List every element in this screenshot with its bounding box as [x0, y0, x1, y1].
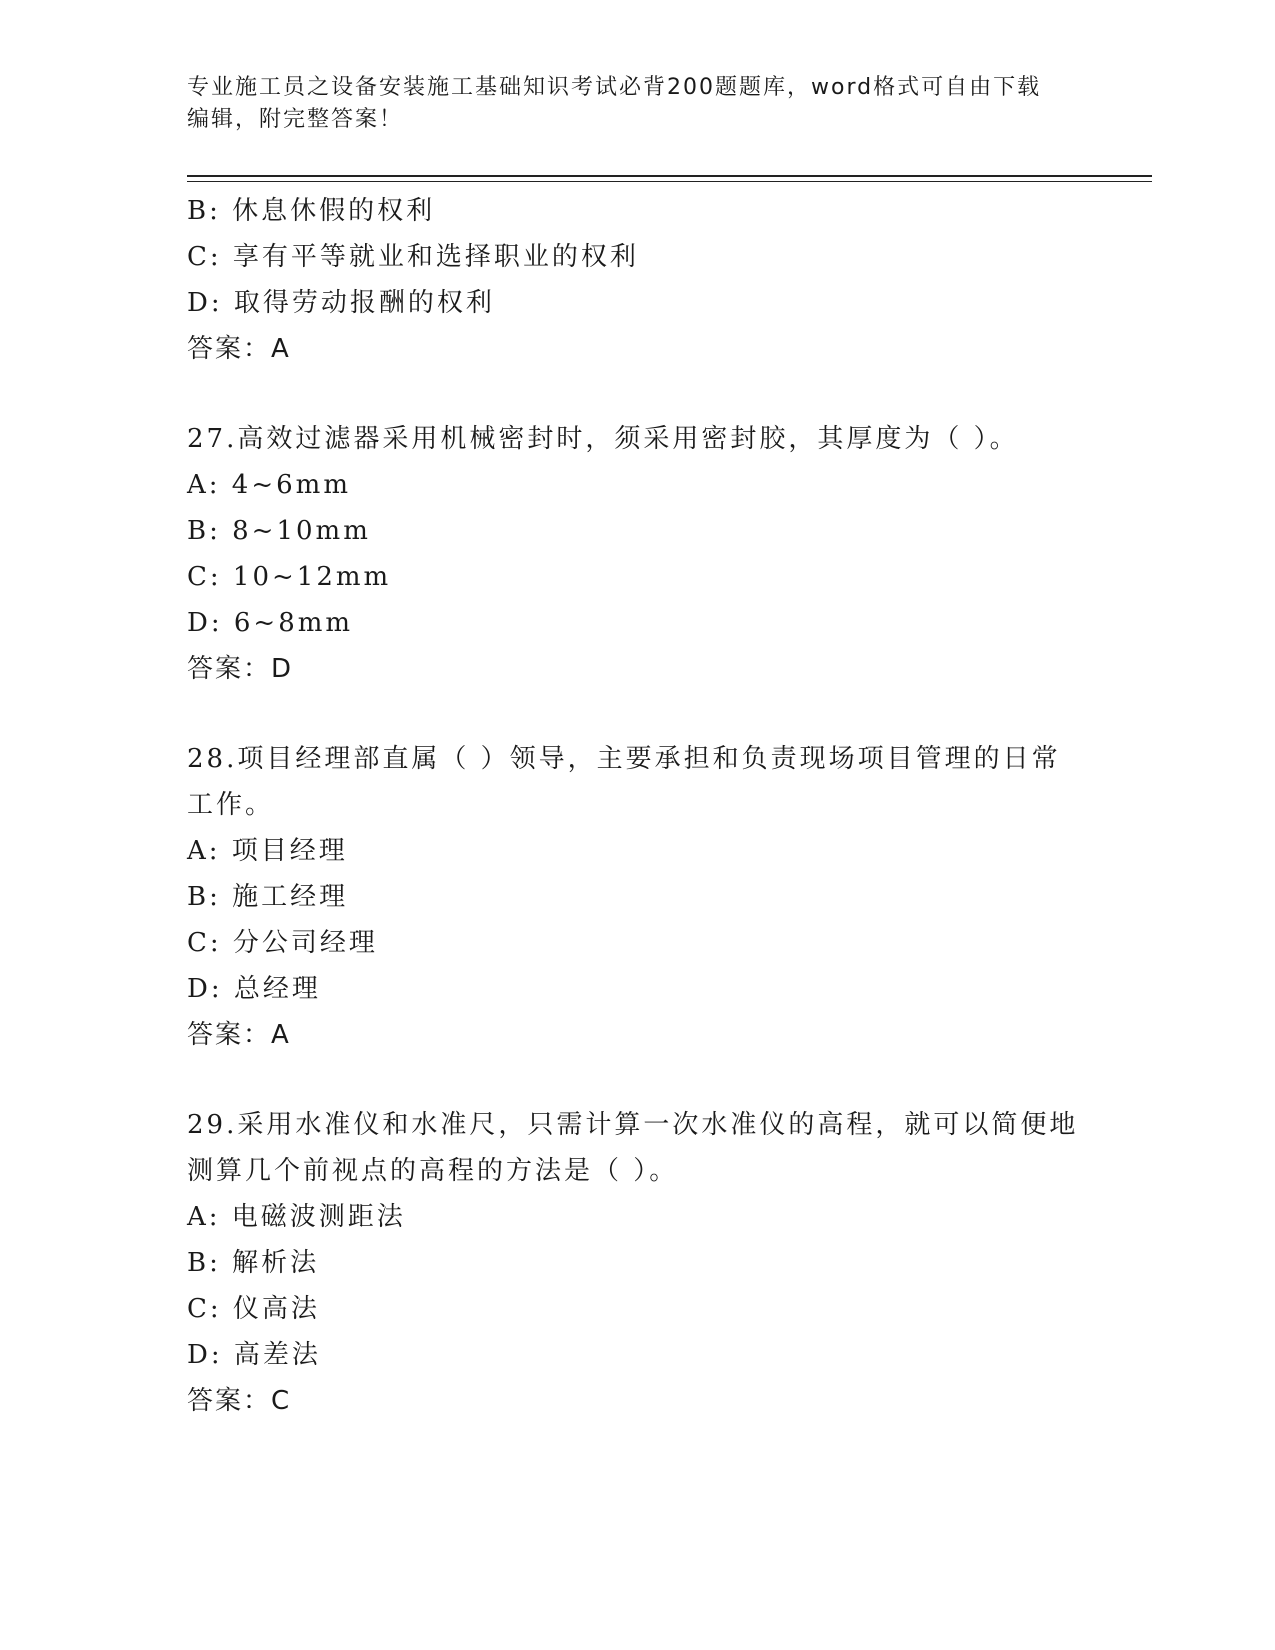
question-text-line-1: 29.采用水准仪和水准尺，只需计算一次水准仪的高程，就可以简便地 — [187, 1110, 1079, 1140]
option-b: B: 8~10mm — [187, 516, 371, 546]
document-header — [187, 72, 1087, 136]
header-divider-thick — [187, 175, 1152, 177]
option-c: C: 10~12mm — [187, 562, 392, 592]
answer: 答案：D — [187, 654, 294, 684]
option-b: B: 施工经理 — [187, 882, 349, 912]
question-27 — [187, 416, 1087, 692]
document-body — [187, 188, 1087, 1424]
option-c: C: 享有平等就业和选择职业的权利 — [187, 242, 639, 272]
answer: 答案：A — [187, 1020, 291, 1050]
spacer — [187, 1058, 1087, 1102]
option-a: A: 4~6mm — [187, 470, 351, 500]
option-d: D: 取得劳动报酬的权利 — [187, 288, 495, 318]
question-29 — [187, 1102, 1087, 1424]
answer: 答案：A — [187, 334, 291, 364]
option-b: B: 休息休假的权利 — [187, 196, 436, 226]
option-b: B: 解析法 — [187, 1248, 320, 1278]
option-a: A: 电磁波测距法 — [187, 1202, 406, 1232]
option-d: D: 总经理 — [187, 974, 321, 1004]
spacer — [187, 692, 1087, 736]
option-c: C: 分公司经理 — [187, 928, 378, 958]
question-text-line-2: 测算几个前视点的高程的方法是（ ）。 — [187, 1156, 679, 1186]
header-line-2: 编辑，附完整答案！ — [187, 107, 404, 132]
header-line-1: 专业施工员之设备安装施工基础知识考试必背200题题库，word格式可自由下载 — [187, 75, 1042, 100]
spacer — [187, 372, 1087, 416]
answer: 答案：C — [187, 1386, 292, 1416]
question-text-line-2: 工作。 — [187, 790, 275, 820]
header-divider-thin — [187, 181, 1152, 182]
question-text-line-1: 28.项目经理部直属（ ）领导，主要承担和负责现场项目管理的日常 — [187, 744, 1061, 774]
question-28 — [187, 736, 1087, 1058]
option-d: D: 高差法 — [187, 1340, 321, 1370]
option-d: D: 6~8mm — [187, 608, 354, 638]
question-26 — [187, 188, 1087, 372]
question-text: 27.高效过滤器采用机械密封时，须采用密封胶，其厚度为（ ）。 — [187, 424, 1019, 454]
option-a: A: 项目经理 — [187, 836, 348, 866]
option-c: C: 仪高法 — [187, 1294, 320, 1324]
